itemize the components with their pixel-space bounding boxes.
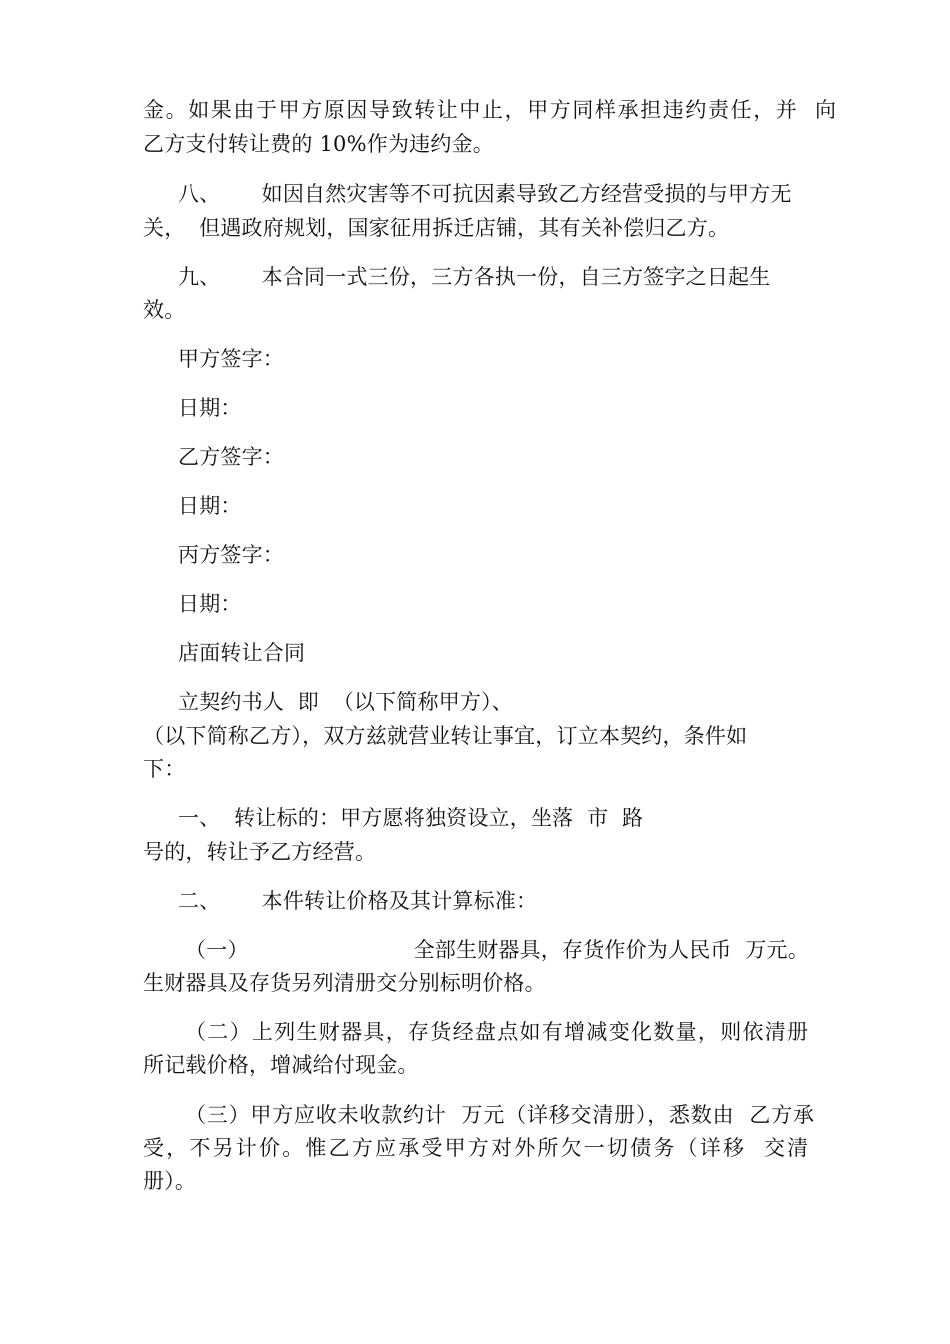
paragraph-line: 关， 但遇政府规划，国家征用拆迁店铺，其有关补偿归乙方。: [143, 216, 730, 240]
party-b-date-label: 日期：: [178, 494, 242, 518]
party-a-signature-label: 甲方签字：: [178, 347, 284, 371]
paragraph-line: 乙方支付转让费的 10%作为违约金。: [143, 132, 494, 156]
paragraph-line: 册）。: [143, 1169, 197, 1193]
party-b-signature-label: 乙方签字：: [178, 445, 284, 469]
contract-parties-line: 立契约书人 即 （以下简称甲方）、: [178, 690, 513, 714]
clause-nine-line: 九、 本合同一式三份，三方各执一份，自三方签字之日起生: [178, 265, 771, 289]
clause-eight-line: 八、 如因自然灾害等不可抗因素导致乙方经营受损的与甲方无: [178, 182, 792, 206]
party-a-date-label: 日期：: [178, 396, 242, 420]
paragraph-line: 金。如果由于甲方原因导致转让中止，甲方同样承担违约责任，并 向: [143, 98, 838, 122]
sub-clause-two-line: （二）上列生财器具，存货经盘点如有增减变化数量，则依清册: [185, 1020, 810, 1044]
paragraph-line: 效。: [143, 298, 186, 322]
clause-one-line: 一、 转让标的：甲方愿将独资设立，坐落 市 路: [178, 806, 644, 830]
sub-clause-one-line: （一） 全部生财器具，存货作价为人民币 万元。: [185, 938, 809, 962]
paragraph-line: 号的，转让予乙方经营。: [143, 840, 377, 864]
sub-clause-three-line: （三）甲方应收未收款约计 万元（详移交清册），悉数由 乙方承: [185, 1103, 815, 1127]
paragraph-line: 生财器具及存货另列清册交分别标明价格。: [143, 971, 546, 995]
contract-title: 店面转让合同: [178, 641, 306, 665]
paragraph-line: （以下简称乙方），双方兹就营业转让事宜，订立本契约，条件如: [143, 724, 748, 748]
party-c-date-label: 日期：: [178, 592, 242, 616]
party-c-signature-label: 丙方签字：: [178, 543, 284, 567]
paragraph-line: 下：: [143, 757, 186, 781]
clause-two-heading: 二、 本件转让价格及其计算标准：: [178, 889, 538, 913]
paragraph-line: 受，不另计价。惟乙方应承受甲方对外所欠一切债务（详移 交清: [143, 1136, 811, 1160]
paragraph-line: 所记载价格，增减给付现金。: [143, 1053, 419, 1077]
